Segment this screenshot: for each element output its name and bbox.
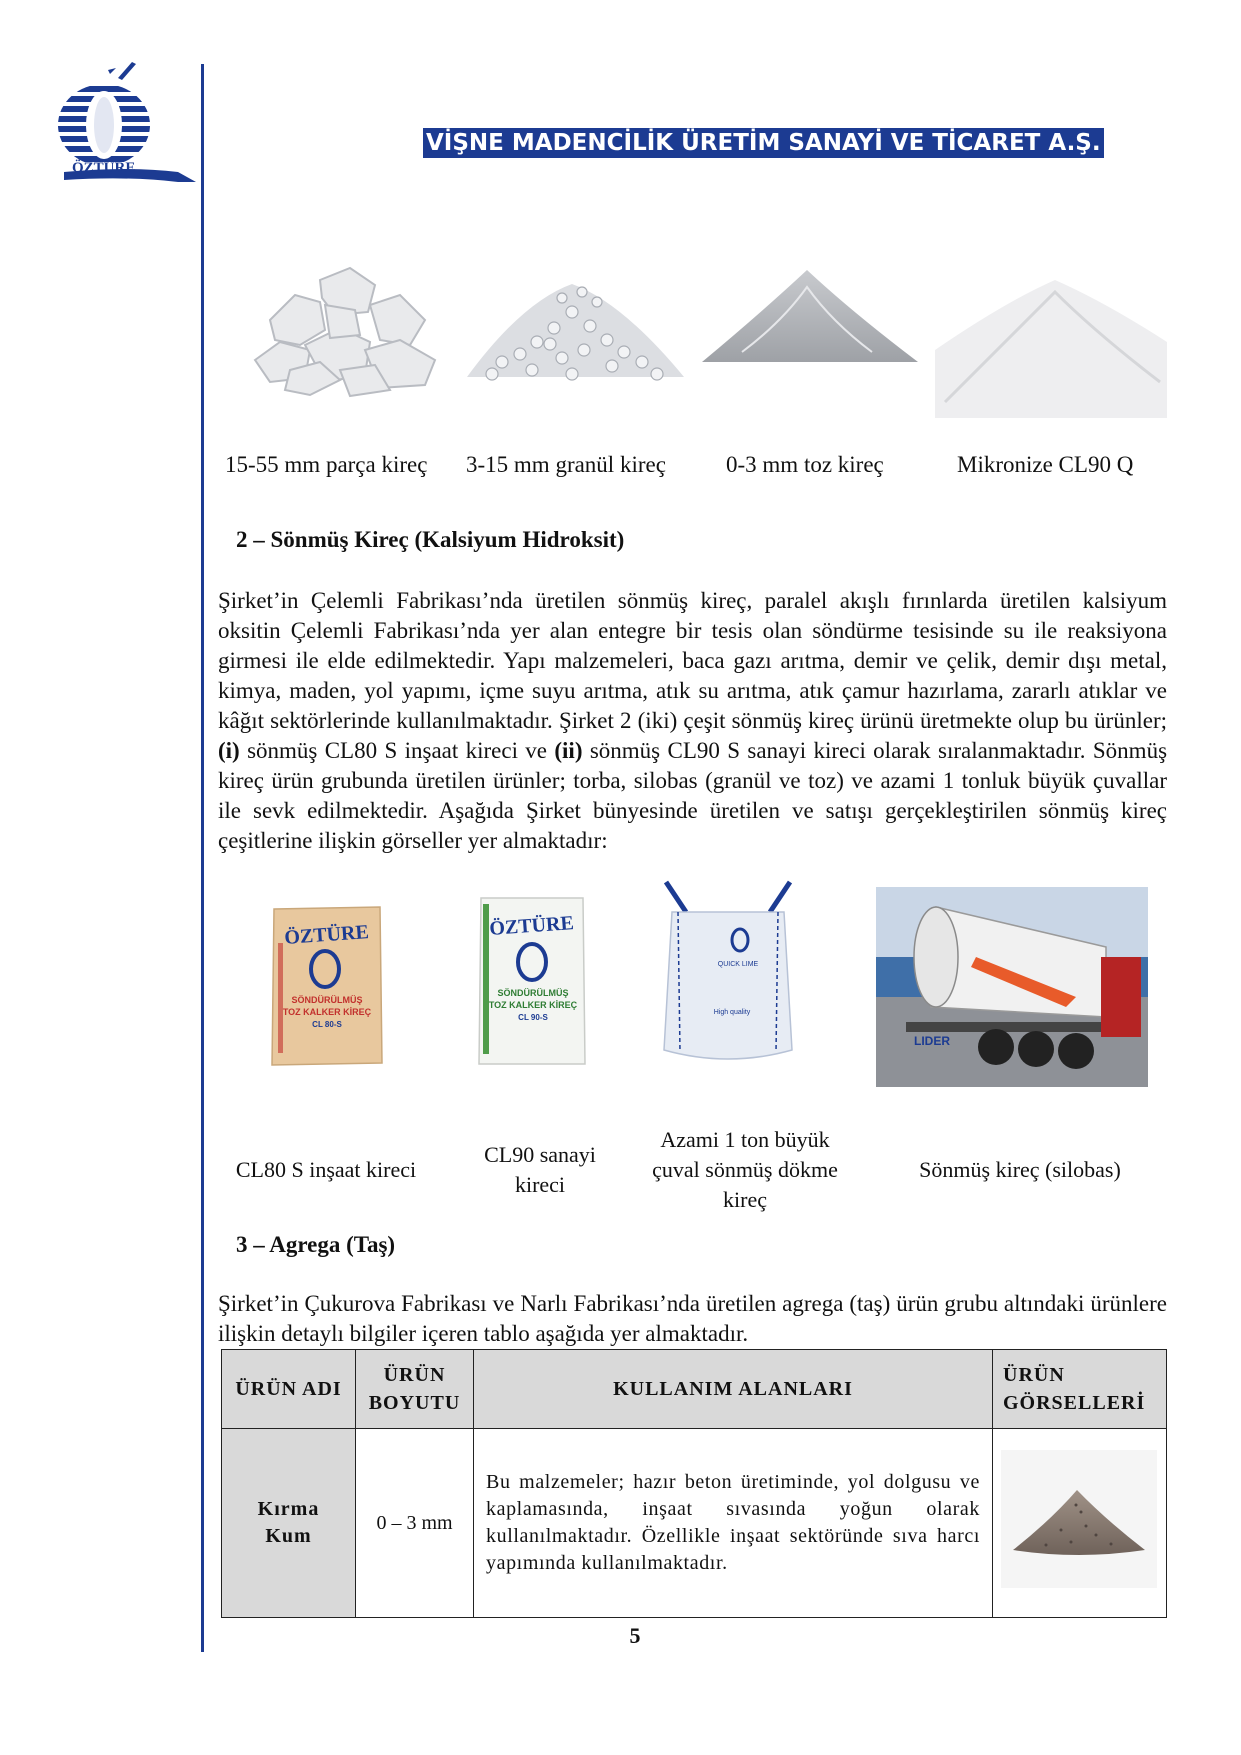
header-usage-areas: KULLANIM ALANLARI xyxy=(474,1350,993,1429)
granular-lime-caption: 3-15 mm granül kireç xyxy=(466,452,666,477)
header-product-name: ÜRÜN ADI xyxy=(222,1350,356,1429)
ozture-logo xyxy=(58,60,200,192)
section2-paragraph xyxy=(218,586,1167,856)
header-product-size: ÜRÜN BOYUTU xyxy=(356,1350,474,1429)
lump-lime-photo xyxy=(240,250,450,400)
cl90-bag-photo xyxy=(473,894,591,1068)
marker-ii: (ii) xyxy=(554,738,583,763)
cl90-bag-line2: TOZ KALKER KİREÇ xyxy=(488,1000,578,1010)
granular-lime-photo xyxy=(462,262,688,392)
cl80-bag-line1: SÖNDÜRÜLMÜŞ xyxy=(291,995,363,1005)
aggregate-table xyxy=(221,1349,1167,1618)
silo-truck-caption: Sönmüş kireç (silobas) xyxy=(919,1157,1121,1182)
section2-text-part3: sönmüş CL90 S sanayi kireci olarak sıralanmaktadır. Sönmüş kireç ürün grubunda üretilen ürünler; torba, silobas (granül ve toz) ve azami 1 tonluk büyük çuvallar ile sevk edilmektedir. Aşağıda Şirket bünyesinde üretilen ve satışı gerçekleştirilen sönmüş kireç çeşitlerine ilişkin görseller yer almaktadır: xyxy=(218,738,1168,853)
cl80-bag-code: CL 80-S xyxy=(312,1020,342,1029)
cl90-bag-code: CL 90-S xyxy=(518,1013,548,1022)
section3-paragraph: Şirket’in Çukurova Fabrikası ve Narlı Fabrikası’nda üretilen agrega (taş) ürün grubu altındaki ürünlere ilişkin detaylı bilgiler içeren tablo aşağıda yer almaktadır. xyxy=(218,1291,1167,1346)
company-title: VİŞNE MADENCİLİK ÜRETİM SANAYİ VE TİCARET A.Ş. xyxy=(423,128,1104,158)
marker-i: (i) xyxy=(218,738,240,763)
cl80-bag-line2: TOZ KALKER KİREÇ xyxy=(282,1007,372,1017)
cl80-bag-photo xyxy=(268,903,386,1069)
product-size-cell: 0 – 3 mm xyxy=(356,1429,474,1618)
product-name-cell: Kırma Kum xyxy=(222,1429,356,1618)
logo-text: ÖZTÜRE xyxy=(72,160,136,176)
cl90-bag-line1: SÖNDÜRÜLMÜŞ xyxy=(497,988,569,998)
big-bag-label: QUICK LIME xyxy=(717,961,759,968)
powder-lime-photo xyxy=(702,262,918,372)
big-bag-quality: High quality xyxy=(713,1009,751,1016)
usage-cell: Bu malzemeler; hazır beton üretiminde, yol dolgusu ve kaplamasında, inşaat sıvasında yoğun olarak kullanılmaktadır. Özellikle inşaat sektöründe sıva harcı yapımında kullanılmaktadır. xyxy=(474,1429,993,1618)
micronized-lime-caption: Mikronize CL90 Q xyxy=(957,452,1134,477)
margin-line xyxy=(201,64,204,1652)
header-product-images: ÜRÜN GÖRSELLERİ xyxy=(993,1350,1167,1429)
page-number: 5 xyxy=(629,1623,641,1648)
section2-text-part2: sönmüş CL80 S inşaat kireci ve xyxy=(247,738,548,763)
silo-truck-photo xyxy=(876,887,1148,1087)
big-bag-caption: Azami 1 ton büyük çuval sönmüş dökme kireç xyxy=(652,1127,838,1212)
cl80-caption: CL80 S inşaat kireci xyxy=(235,1157,417,1182)
cl90-bag-brand: ÖZTÜRE xyxy=(488,912,575,940)
silo-truck-brand: LIDER xyxy=(914,1034,950,1048)
section3-heading: 3 – Agrega (Taş) xyxy=(236,1232,396,1257)
micronized-lime-photo xyxy=(935,272,1167,418)
table-row xyxy=(222,1429,1167,1618)
big-bag-photo xyxy=(652,872,804,1072)
table-header-row xyxy=(222,1350,1167,1429)
powder-lime-caption: 0-3 mm toz kireç xyxy=(726,452,884,477)
section2-heading: 2 – Sönmüş Kireç (Kalsiyum Hidroksit) xyxy=(236,527,625,552)
cl80-bag-brand: ÖZTÜRE xyxy=(283,921,370,949)
section2-text-part1: Şirket’in Çelemli Fabrikası’nda üretilen sönmüş kireç, paralel akışlı fırınlarda üretilen kalsiyum oksitin Çelemli Fabrikası’nda yer alan entegre bir tesis olan söndürme tesisinde su ile reaksiyona girmesi ile elde edilmektedir. Yapı malzemeleri, baca gazı arıtma, demir ve çelik, demir dışı metal, kimya, maden, yol yapımı, içme suyu arıtma, atık su arıtma, atık çamur hazırlama, zararlı atıklar ve kâğıt sektörlerinde kullanılmaktadır. Şirket 2 (iki) çeşit sönmüş kireç ürünü üretmekte olup bu ürünler; xyxy=(218,588,1167,733)
product-image-cell xyxy=(993,1429,1167,1618)
lump-lime-caption: 15-55 mm parça kireç xyxy=(225,452,428,477)
cl90-caption: CL90 sanayi kireci xyxy=(484,1142,596,1197)
crushed-sand-photo xyxy=(1001,1450,1157,1588)
